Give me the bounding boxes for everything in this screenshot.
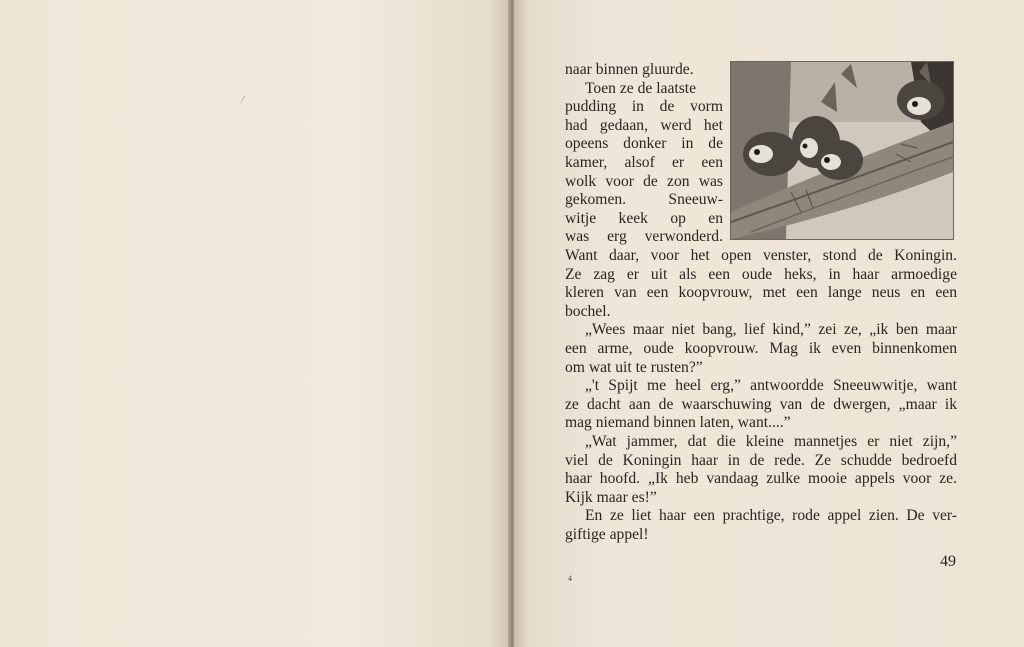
text-line: had gedaan, werd het <box>565 116 723 134</box>
text-line: En ze liet haar een prachtige, rode appel zien. De ver- <box>585 507 957 525</box>
text-line: ze dacht aan de waarschuwing van de dwergen, „maar ik <box>565 395 957 413</box>
text-line: gekomen. Sneeuw- <box>565 191 723 209</box>
signature-mark: 4 <box>568 574 572 583</box>
text-line: opeens donker in de <box>565 135 723 153</box>
text-beside-illustration <box>565 61 723 247</box>
text-line: haar hoofd. „Ik heb vandaag zulke mooie appels voor ze. <box>565 470 957 488</box>
text-line: giftige appel! <box>565 525 649 543</box>
text-line: mag niemand binnen laten, want....” <box>565 414 791 432</box>
text-line: „'t Spijt me heel erg,” antwoordde Sneeuwwitje, want <box>585 377 957 395</box>
text-line: bochel. <box>565 302 611 320</box>
text-line: om wat uit te rusten?” <box>565 358 703 376</box>
birds-on-branch-illustration <box>730 61 954 240</box>
text-line: Toen ze de laatste <box>585 79 697 97</box>
text-line: „Wees maar niet bang, lief kind,” zei ze, „ik ben maar <box>585 321 957 339</box>
text-line: Want daar, voor het open venster, stond de Koningin. <box>565 247 957 264</box>
text-line: witje keek op en <box>565 209 723 227</box>
text-line: wolk voor de zon was <box>565 172 723 190</box>
text-line: kamer, alsof er een <box>565 153 723 171</box>
text-line: „Wat jammer, dat die kleine mannetjes er niet zijn,” <box>585 432 957 450</box>
text-line: Ze zag er uit als een oude heks, in haar armoedige <box>565 265 957 283</box>
left-page-blank <box>0 0 510 647</box>
text-line: pudding in de vorm <box>565 98 723 116</box>
text-line: was erg verwonderd. <box>565 228 723 246</box>
paper-speck-mark: / <box>239 93 246 107</box>
body-text <box>565 247 957 545</box>
page-number: 49 <box>940 553 956 570</box>
text-line: viel de Koningin haar in de rede. Ze schudde bedroefd <box>565 451 957 469</box>
text-line: kleren van een koopvrouw, met een lange neus en een <box>565 284 957 302</box>
text-line: Kijk maar es!” <box>565 488 657 506</box>
text-line: een arme, oude koopvrouw. Mag ik even binnenkomen <box>565 339 957 357</box>
text-line: naar binnen gluurde. <box>565 61 694 78</box>
